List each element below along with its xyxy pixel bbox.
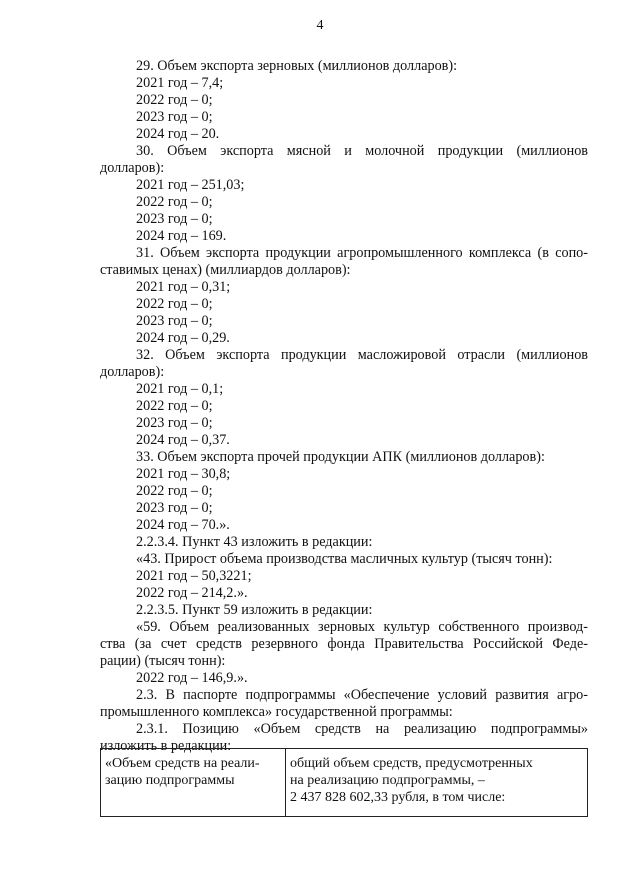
text-line: 32. Объем экспорта продукции масложировой отрасли (миллионов — [136, 347, 588, 363]
text-line: 2.2.3.4. Пункт 43 изложить в редакции: — [136, 534, 373, 550]
text-line: 2023 год – 0; — [136, 500, 213, 516]
text-line: «43. Прирост объема производства масличных культур (тысяч тонн): — [136, 551, 553, 567]
text-line: 2024 год – 0,29. — [136, 330, 230, 346]
text-line: долларов): — [100, 364, 165, 380]
text-line: 30. Объем экспорта мясной и молочной продукции (миллионов — [136, 143, 588, 159]
text-line: изложить в редакции: — [100, 738, 232, 754]
text-line: 33. Объем экспорта прочей продукции АПК (миллионов долларов): — [136, 449, 545, 465]
text-line: 2023 год – 0; — [136, 313, 213, 329]
table-cell-label — [100, 749, 286, 816]
funding-table — [100, 748, 588, 817]
text-line: 2024 год – 169. — [136, 228, 227, 244]
text-line: 2021 год – 0,1; — [136, 381, 224, 397]
text-line: 2021 год – 50,3221; — [136, 568, 252, 584]
table-value-line: общий объем средств, предусмотренных — [290, 756, 533, 771]
text-line: 2023 год – 0; — [136, 211, 213, 227]
text-line: 2024 год – 0,37. — [136, 432, 230, 448]
text-line: ставимых ценах) (миллиардов долларов): — [100, 262, 351, 278]
text-line: 2022 год – 214,2.». — [136, 585, 248, 601]
text-line: 2022 год – 0; — [136, 483, 213, 499]
table-cell-value — [286, 749, 588, 816]
text-line: промышленного комплекса» государственной программы: — [100, 704, 453, 720]
text-line: 2023 год – 0; — [136, 109, 213, 125]
text-line: долларов): — [100, 160, 165, 176]
text-line: 2022 год – 0; — [136, 398, 213, 414]
text-line: 2022 год – 146,9.». — [136, 670, 248, 686]
table-value-line: на реализацию подпрограммы, – — [290, 773, 485, 788]
table-label-line: «Объем средств на реали- — [105, 756, 260, 771]
text-line: 29. Объем экспорта зерновых (миллионов долларов): — [136, 58, 458, 74]
text-line: 2.3. В паспорте подпрограммы «Обеспечение условий развития агро- — [136, 687, 588, 703]
text-line: 2022 год – 0; — [136, 296, 213, 312]
text-line: 2021 год – 30,8; — [136, 466, 231, 482]
text-line: 2021 год – 7,4; — [136, 75, 224, 91]
text-line: «59. Объем реализованных зерновых культур собственного производ- — [136, 619, 588, 635]
text-line: 2024 год – 70.». — [136, 517, 230, 533]
table-value-line: 2 437 828 602,33 рубля, в том числе: — [290, 790, 506, 805]
document-body — [100, 58, 588, 755]
text-line: 2021 год – 0,31; — [136, 279, 231, 295]
text-line: 2021 год – 251,03; — [136, 177, 245, 193]
text-line: 2022 год – 0; — [136, 92, 213, 108]
page-number: 4 — [316, 18, 324, 33]
text-line: 2023 год – 0; — [136, 415, 213, 431]
text-line: 31. Объем экспорта продукции агропромышленного комплекса (в сопо- — [136, 245, 588, 261]
text-line: 2024 год – 20. — [136, 126, 220, 142]
text-line: 2.3.1. Позицию «Объем средств на реализацию подпрограммы» — [136, 721, 588, 737]
text-line: 2022 год – 0; — [136, 194, 213, 210]
text-line: рации) (тысяч тонн): — [100, 653, 226, 669]
table-label-line: зацию подпрограммы — [105, 773, 235, 788]
text-line: 2.2.3.5. Пункт 59 изложить в редакции: — [136, 602, 373, 618]
text-line: ства (за счет средств резервного фонда Правительства Российской Феде- — [100, 636, 588, 652]
